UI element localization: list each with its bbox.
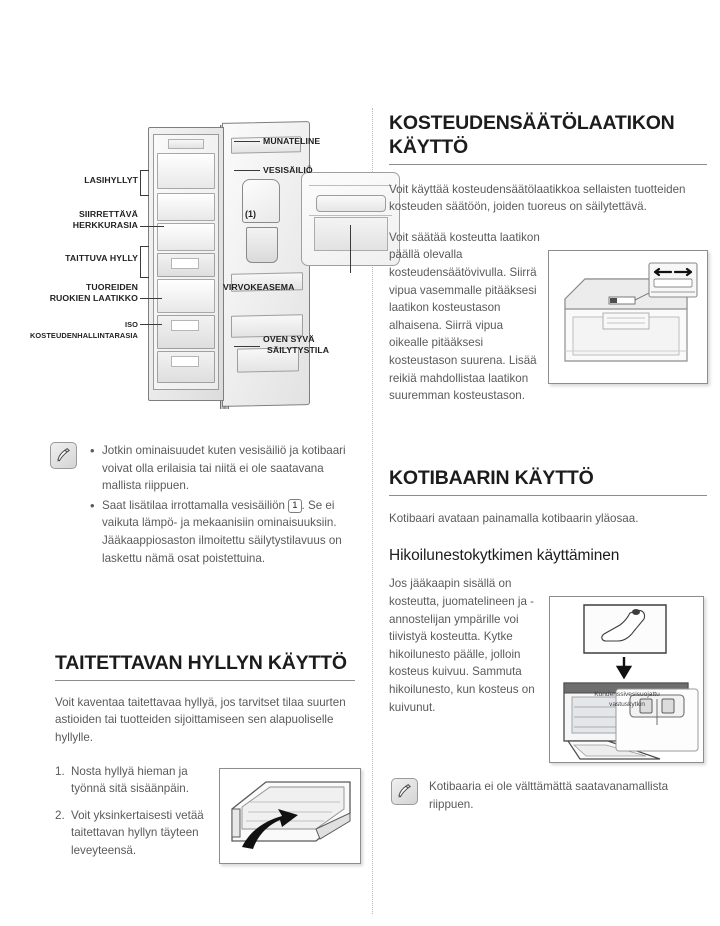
callout-dispenser-panel: [316, 195, 386, 212]
label-tuoreiden-line1: TUOREIDEN: [85, 282, 138, 292]
movable-deli-box: [157, 253, 215, 277]
label-vesisailio: VESISÄILIÖ: [263, 165, 313, 175]
label-iso-line1: ISO: [124, 320, 138, 329]
folding-shelf-step-1: Nosta hyllyä hieman ja työnnä sitä sisäänpäin.: [71, 764, 189, 796]
cabinet-interior: [153, 134, 219, 390]
water-tank-marker: (1): [245, 209, 256, 219]
folding-shelf-figure: [219, 768, 361, 864]
label-tuoreiden-line2: RUOKIEN LAATIKKO: [49, 293, 138, 303]
anti-sweat-subheading: Hikoilunestokytkimen käyttäminen: [389, 547, 620, 565]
note-keycap-1: 1: [288, 499, 301, 513]
humidity-box-tab: [171, 356, 199, 367]
note-homebar-availability: [391, 778, 703, 813]
fresh-food-drawer-tab: [171, 320, 199, 331]
folding-shelf: [157, 279, 215, 313]
note-pen-icon: [391, 778, 418, 805]
label-siirrettava-herkkurasia-line1: SIIRRETTÄVÄ: [78, 209, 138, 219]
control-panel: [168, 139, 204, 149]
folding-shelf-heading-rule: [55, 680, 355, 681]
note-bullet-2-after: . Se ei vaikuta lämpö- ja mekaanisiin ominaisuuksiin. Jääkaappiosaston ilmoitettu säilytystilavuus on laskettu nämä osat poistettuina.: [102, 498, 342, 565]
anti-sweat-figure-callout: Kondenssivesisuojattu vastuskytkin: [594, 691, 660, 708]
humidity-crisper-box-figure: [548, 250, 708, 384]
callout-dispenser-body: [314, 217, 388, 251]
beverage-dispenser: [246, 227, 278, 263]
label-iso-line2: KOSTEUDENHALLINTARASIA: [30, 331, 138, 340]
label-lasihyllyt: LASIHYLLYT: [84, 175, 138, 185]
glass-shelf-2: [157, 223, 215, 251]
fridge-cabinet: [148, 127, 224, 401]
homebar-heading: KOTIBAARIN KÄYTTÖ: [389, 467, 594, 489]
folding-shelf-intro: Voit kaventaa taitettavaa hyllyä, jos tarvitset tilaa suurten astioiden tai tuotteiden sijoittamiseen sen alapuoliselle hyllylle.: [55, 695, 346, 744]
humidity-intro: Voit käyttää kosteudensäätölaatikkoa sellaisten tuotteiden kosteuden säätöön, joiden tuoreus on säilytettävä.: [389, 182, 686, 214]
fridge-door: [222, 121, 310, 407]
note-homebar-text: Kotibaaria ei ole välttämättä saatavanamallista riippuen.: [429, 780, 669, 811]
note-bullet-2-before: Saat lisätilaa irrottamalla vesisäiliön: [102, 498, 286, 512]
glass-shelf-top: [157, 153, 215, 189]
note-features-availability: [50, 442, 350, 569]
fresh-food-drawer: [157, 315, 215, 349]
label-oven-syva-line2: SÄILYTYSTILA: [267, 345, 330, 355]
homebar-heading-rule: [389, 495, 707, 496]
glass-shelf-1: [157, 193, 215, 221]
folding-shelf-step-2: Voit yksinkertaisesti vetää taitettavan hyllyn täyteen leveyteensä.: [71, 808, 204, 858]
folding-shelf-heading: TAITETTAVAN HYLLYN KÄYTTÖ: [55, 652, 347, 674]
dispenser-callout: [301, 172, 400, 266]
humidity-heading-line1: KOSTEUDENSÄÄTÖLAATIKON: [389, 112, 675, 134]
note-pen-icon: [50, 442, 77, 469]
anti-sweat-body: Jos jääkaapin sisällä on kosteutta, juomatelineen ja -annostelijan ympärille voi tiivistyä kosteutta. Kytke hikoilunesto päälle, jolloin kosteus kuivuu. Sammuta hikoilunesto, kun kosteus on kuivunut.: [389, 577, 535, 714]
label-oven-syva-line1: OVEN SYVÄ: [263, 334, 315, 344]
note-bullet-2: [102, 497, 350, 567]
humidity-body: Voit säätää kosteutta laatikon päällä olevalla kosteudensäätövivulla. Siirrä vipua vasemmalle pitääksesi laatikon kosteustason alhaisena. Siirrä vipua oikealle pitääksesi kosteustason suurena. Lisää reikiä mahdollistaa laatikon suuremman kosteustason.: [389, 230, 540, 403]
label-taittuva-hylly: TAITTUVA HYLLY: [65, 253, 138, 263]
homebar-anti-sweat-figure: [549, 596, 704, 763]
label-siirrettava-herkkurasia-line2: HERKKURASIA: [72, 220, 138, 230]
label-virvokeasema: VIRVOKEASEMA: [223, 282, 295, 292]
deli-box-tab: [171, 258, 199, 269]
large-humidity-box: [157, 351, 215, 383]
label-munateline: MUNATELINE: [263, 136, 321, 146]
homebar-intro: Kotibaari avataan painamalla kotibaarin yläosaa.: [389, 511, 639, 525]
humidity-heading-line2: KÄYTTÖ: [389, 135, 468, 158]
humidity-heading-rule: [389, 164, 707, 165]
refrigerator-interior-diagram: [30, 118, 374, 418]
note-bullet-1: • Jotkin ominaisuudet kuten vesisäiliö ja kotibaari voivat olla erilaisia tai niitä ei ole saatavana mallista riippuen.: [102, 442, 350, 495]
